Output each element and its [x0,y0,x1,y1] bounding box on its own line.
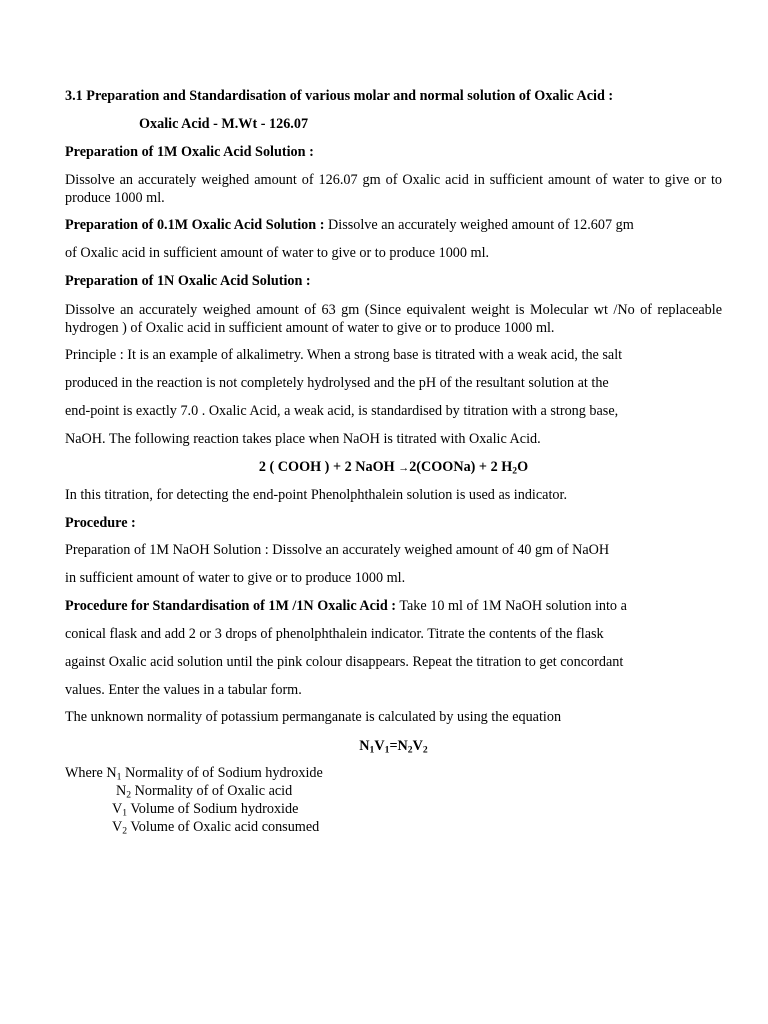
naoh-prep-line: Preparation of 1M NaOH Solution : Dissolve an accurately weighed amount of 40 gm of NaOH [65,542,610,558]
heading-1m-oxalic: Preparation of 1M Oxalic Acid Solution : [65,144,314,160]
paragraph-01m-oxalic [65,216,634,234]
where-subscript: 1 [116,771,122,783]
reaction-equation [65,458,722,477]
formula-v2: V [412,738,423,754]
standardisation-line: against Oxalic acid solution until the pink colour disappears. Repeat the titration to get concordant [65,654,624,670]
principle-line: Principle : It is an example of alkalimetry. When a strong base is titrated with a weak acid, the salt [65,347,623,363]
procedure-heading: Procedure : [65,515,136,531]
section-title: 3.1 Preparation and Standardisation of various molar and normal solution of Oxalic Acid : [65,88,614,104]
where-symbol: V [112,801,123,817]
formula-equals: = [389,738,398,754]
where-item [116,782,292,800]
where-text: Normality of of Sodium hydroxide [121,765,323,781]
where-item [65,764,323,782]
principle-line: end-point is exactly 7.0 . Oxalic Acid, a weak acid, is standardised by titration with a strong base, [65,403,619,419]
formula-sub: 1 [384,744,390,756]
formula-sub: 2 [407,744,413,756]
equation-right: 2(COONa) + 2 H [409,459,513,475]
where-subscript: 2 [122,825,128,837]
where-subscript: 1 [122,807,128,819]
principle-line: produced in the reaction is not completely hydrolysed and the pH of the resultant solution at the [65,375,609,391]
principle-line: NaOH. The following reaction takes place when NaOH is titrated with Oxalic Acid. [65,431,541,447]
standardisation-line: conical flask and add 2 or 3 drops of phenolphthalein indicator. Titrate the contents of the flask [65,626,604,642]
standardisation-line: Take 10 ml of 1M NaOH solution into a [396,598,627,614]
where-text: Volume of Sodium hydroxide [127,801,299,817]
text-01m-oxalic-2: of Oxalic acid in sufficient amount of water to give or to produce 1000 ml. [65,245,490,261]
text-01m-oxalic-1: Dissolve an accurately weighed amount of 12.607 gm [324,217,634,233]
indicator-line: In this titration, for detecting the end-point Phenolphthalein solution is used as indicator. [65,487,567,503]
equation-subscript: 2 [512,465,518,477]
normality-formula [65,737,722,755]
equation-left: 2 ( COOH ) + 2 NaOH [258,459,399,475]
standardisation-line: values. Enter the values in a tabular form. [65,682,302,698]
formula-n2: N [397,738,408,754]
where-item [112,818,319,836]
where-text: Normality of of Oxalic acid [131,783,293,799]
formula-n1: N [359,738,370,754]
heading-01m-oxalic: Preparation of 0.1M Oxalic Acid Solution : [65,217,325,233]
unknown-normality-line: The unknown normality of potassium permanganate is calculated by using the equation [65,709,562,725]
text-1m-oxalic: Dissolve an accurately weighed amount of 126.07 gm of Oxalic acid in sufficient amount of water to give or to produce 1000 ml. [65,172,722,206]
where-lead: Where [65,765,107,781]
heading-1n-oxalic: Preparation of 1N Oxalic Acid Solution : [65,273,311,289]
standardisation-heading: Procedure for Standardisation of 1M /1N Oxalic Acid : [65,598,397,614]
formula-v1: V [374,738,385,754]
text-1n-oxalic: Dissolve an accurately weighed amount of 63 gm (Since equivalent weight is Molecular wt /No of replaceable hydrogen ) of Oxalic acid in sufficient amount of water to give or to produce 1000 ml. [65,302,722,336]
where-item [112,800,298,818]
where-subscript: 2 [126,789,132,801]
where-symbol: V [112,819,123,835]
standardisation-paragraph [65,597,627,615]
where-symbol: N [116,783,127,799]
arrow-icon: → [398,462,410,474]
molecular-weight-line: Oxalic Acid - M.Wt - 126.07 [139,116,309,132]
formula-sub: 2 [422,744,428,756]
where-symbol: N [106,765,117,781]
naoh-prep-line: in sufficient amount of water to give or to produce 1000 ml. [65,570,406,586]
formula-sub: 1 [369,744,375,756]
where-text: Volume of Oxalic acid consumed [127,819,320,835]
equation-end: O [517,459,529,475]
